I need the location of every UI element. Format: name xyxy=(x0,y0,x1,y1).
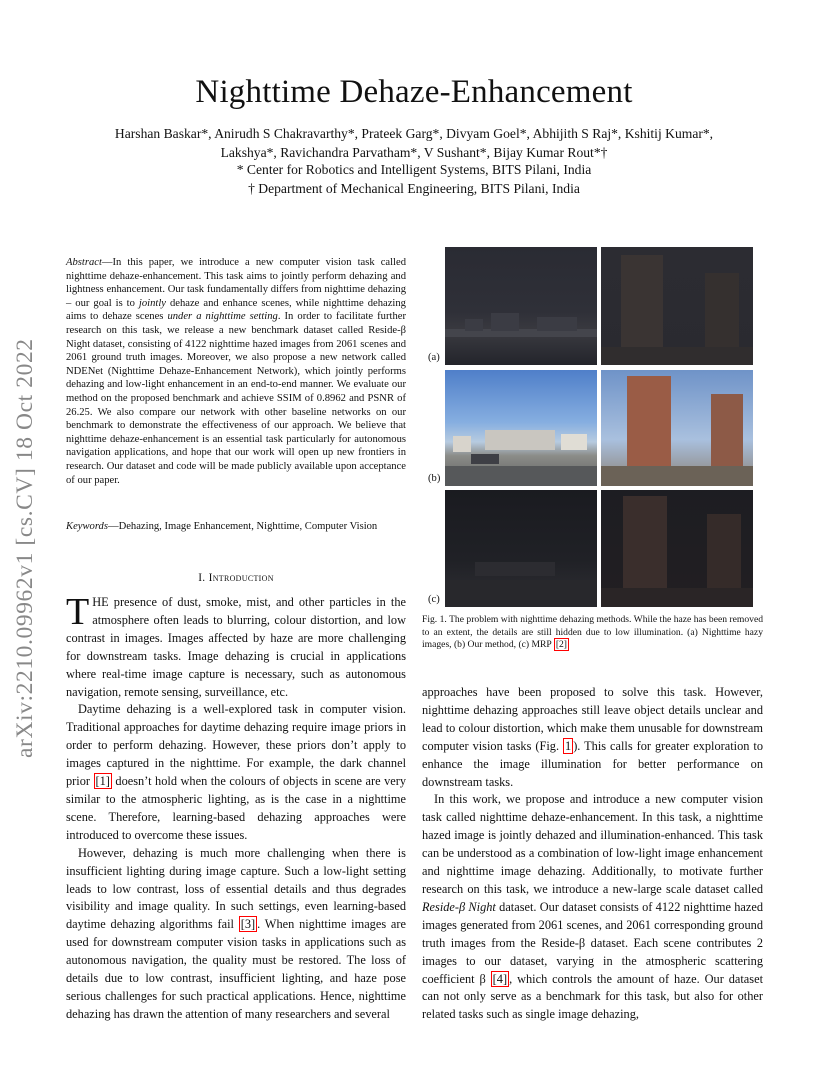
citation-link[interactable]: [1] xyxy=(95,774,110,789)
keywords: Keywords—Dehazing, Image Enhancement, Nighttime, Computer Vision xyxy=(66,521,378,532)
mrp-city-scene-icon xyxy=(445,490,597,607)
figure-image-c2 xyxy=(601,490,753,607)
figure-label-a: (a) xyxy=(428,352,440,363)
figure-label-c: (c) xyxy=(428,594,440,605)
intro-paragraph-2: Daytime dehazing is a well-explored task in computer vision. Traditional approaches for daytime dehazing require image priors in order to perform dehazing. However, these priors don’t apply to images captured in the nighttime. For example, the dark channel prior [1] doesn’t hold when the colours of objects in scene are very similar to the atmospheric lighting, as is the case in a nighttime scene. Therefore, learning-based dehazing approaches were introduced to overcome these issues. xyxy=(66,702,406,842)
citation-link[interactable]: [3] xyxy=(240,917,256,932)
abstract: Abstract—In this paper, we introduce a new computer vision task called nighttime dehaze-enhancement. This task aims to jointly perform dehazing and lightness enhancement. Our task fundamentally differs from nighttime dehazing – our goal is to jointly dehaze and enhance scenes, while nighttime dehazing aims to dehaze scenes under a nighttime setting. In order to facilitate further research on this task, we release a new benchmark dataset called Reside-β Night dataset, consisting of 4122 nighttime hazed images from 2061 scenes and 2061 ground truth images. Moreover, we also propose a new network called NDENet (Nighttime Dehaze-Enhancement Network), which jointly performs dehazing and low-light enhancement in an end-to-end manner. We evaluate our method on the proposed benchmark and achieve SSIM of 0.8962 and PSNR of 26.25. We also compare our network with other baseline networks on our benchmark to demonstrate the effectiveness of our approach. We believe that nighttime dehaze-enhancement is an essential task particularly for autonomous navigation applications, and hope that our work will open up new frontiers in research. Our dataset and code will be made publicly available upon acceptance of our paper. xyxy=(66,257,406,486)
figure-image-b2 xyxy=(601,370,753,486)
authors-line-2: Lakshya*, Ravichandra Parvatham*, V Sushant*, Bijay Kumar Rout*† xyxy=(220,145,608,160)
affiliation-1: * Center for Robotics and Intelligent Systems, BITS Pilani, India xyxy=(236,162,592,177)
figure-image-a2 xyxy=(601,247,753,365)
authors-line-1: Harshan Baskar*, Anirudh S Chakravarthy*, Prateek Garg*, Divyam Goel*, Abhijith S Raj*, Kshitij Kumar*, xyxy=(114,126,714,141)
arxiv-stamp: arXiv:2210.09962v1 [cs.CV] 18 Oct 2022 xyxy=(12,338,38,758)
right-paragraph-1: approaches have been proposed to solve this task. However, nighttime dehazing approaches still leave object details unclear and lead to colour distortion, which make them unusable for downstream computer vision tasks (Fig. 1 ). This calls for greater exploration to enhance the image illumination for better performance on downstream tasks. xyxy=(422,685,763,789)
figure-caption: Fig. 1. The problem with nighttime dehazing methods. While the haze has been removed to an extent, the details are still hidden due to low illumination. (a) Nighttime hazy images, (b) Our method, (c) MRP [2] xyxy=(422,614,763,651)
paper-title: Nighttime Dehaze-Enhancement xyxy=(195,74,633,110)
section-heading: I. Introduction xyxy=(198,572,274,584)
dehazed-building-scene-icon xyxy=(601,370,753,486)
figure-label-b: (b) xyxy=(428,473,441,484)
right-column-body xyxy=(422,684,763,1024)
citation-link[interactable]: [2] xyxy=(555,639,567,651)
right-paragraph-2: In this work, we propose and introduce a new computer vision task called nighttime dehaze-enhancement. In this task, a nighttime hazed image is jointly dehazed and illumination-enhanced. This task can be understood as a combination of low-light image enhancement and nighttime image dehazing. Additionally, to motivate further research on this task, we introduce a new-large scale dataset called Reside-β Night dataset. Our dataset consists of 4122 nighttime hazed images generated from 2061 scenes, and 2061 corresponding ground truth images from the Reside-β dataset. Each scene contributes 2 images to our dataset, varying in the atmospheric scattering coefficient β [4] , which controls the amount of haze. Our dataset can not only serve as a benchmark for this task, but also for other related tasks such as single image dehazing, xyxy=(422,792,764,1022)
dehazed-city-scene-icon xyxy=(445,370,597,486)
intro-paragraph-3: However, dehazing is much more challenging when there is insufficient lighting during image capture. Such a low-light setting leads to low contrast, loss of essential details and thus degrades visibility and image quality. In such settings, even learning-based daytime dehazing algorithms fail [3] . When nighttime images are used for downstream computer vision tasks in applications such as autonomous navigation, the quality must be restored. The loss of details due to low contrast, insufficient lighting, and haze pose serious challenges for such practical applications. Hence, nighttime dehazing has drawn the attention of many researchers and several xyxy=(66,845,406,1021)
figure-image-b1 xyxy=(445,370,597,486)
figure-ref-link[interactable]: 1 xyxy=(565,738,572,753)
hazy-city-scene-icon xyxy=(445,247,597,365)
intro-paragraph-1: THE presence of dust, smoke, mist, and other particles in the atmosphere often leads to blurring, colour distortion, and low contrast in images. Images affected by haze are more challenging for downstream tasks. Image dehazing is crucial in applications where real-time image capture is necessary, such as autonomous navigation, remote sensing, surveillance, etc. xyxy=(66,591,406,699)
figure-image-c1 xyxy=(445,490,597,607)
author-list xyxy=(70,124,758,162)
keywords-label: Keywords xyxy=(66,521,108,532)
citation-link[interactable]: [4] xyxy=(492,971,508,986)
affiliation-2: † Department of Mechanical Engineering, BITS Pilani, India xyxy=(248,181,580,196)
mrp-building-scene-icon xyxy=(601,490,753,607)
intro-body xyxy=(66,591,406,1024)
drop-cap: T xyxy=(66,591,90,633)
figure-image-a1 xyxy=(445,247,597,365)
abstract-label: Abstract xyxy=(66,257,102,268)
hazy-building-scene-icon xyxy=(601,247,753,365)
